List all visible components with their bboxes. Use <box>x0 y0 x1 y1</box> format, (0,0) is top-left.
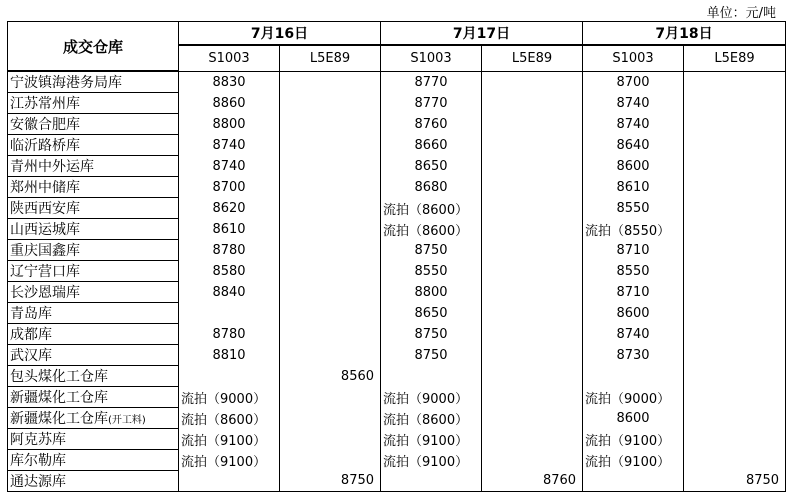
table-row <box>8 324 786 345</box>
price-cell: 流拍（9100） <box>381 429 482 450</box>
table-row <box>8 219 786 240</box>
table-row <box>8 387 786 408</box>
grade-header: S1003 <box>179 45 280 71</box>
price-cell <box>280 114 381 135</box>
warehouse-name <box>8 471 179 492</box>
warehouse-name-text: 郑州中储库 <box>10 180 80 196</box>
grade-header: L5E89 <box>684 45 786 71</box>
price-cell <box>381 366 482 387</box>
price-cell <box>583 366 684 387</box>
price-cell <box>684 261 786 282</box>
price-cell: 流拍（9100） <box>179 450 280 471</box>
price-cell: 流拍（9100） <box>583 450 684 471</box>
table-row <box>8 471 786 492</box>
price-cell: 8750 <box>280 471 381 492</box>
price-cell: 8550 <box>583 198 684 219</box>
warehouse-name-text: 山西运城库 <box>10 222 80 238</box>
price-cell <box>482 387 583 408</box>
price-cell <box>684 324 786 345</box>
table-row <box>8 114 786 135</box>
price-cell <box>684 93 786 114</box>
price-cell <box>684 387 786 408</box>
warehouse-name-text: 包头煤化工仓库 <box>10 369 108 385</box>
warehouse-name <box>8 71 179 93</box>
price-cell <box>280 240 381 261</box>
price-cell <box>482 345 583 366</box>
price-cell <box>280 71 381 93</box>
table-row <box>8 93 786 114</box>
price-cell: 8760 <box>482 471 583 492</box>
price-cell <box>280 450 381 471</box>
warehouse-name <box>8 303 179 324</box>
warehouse-name-text: 阿克苏库 <box>10 432 66 448</box>
warehouse-name-text: 辽宁营口库 <box>10 264 80 280</box>
price-cell <box>684 408 786 429</box>
table-row <box>8 261 786 282</box>
price-cell: 8770 <box>381 93 482 114</box>
price-cell <box>280 177 381 198</box>
price-cell <box>280 282 381 303</box>
price-cell: 8600 <box>583 156 684 177</box>
price-cell: 8600 <box>583 408 684 429</box>
price-cell: 8780 <box>179 240 280 261</box>
price-cell: 8610 <box>583 177 684 198</box>
table-row <box>8 156 786 177</box>
table-body <box>8 71 786 492</box>
price-cell: 8750 <box>381 345 482 366</box>
price-cell <box>482 324 583 345</box>
price-cell: 流拍（9000） <box>179 387 280 408</box>
price-cell <box>482 408 583 429</box>
price-cell: 流拍（8600） <box>179 408 280 429</box>
price-cell: 8740 <box>179 156 280 177</box>
warehouse-tag: (开工料) <box>108 415 146 426</box>
warehouse-name-text: 长沙恩瑞库 <box>10 285 80 301</box>
price-cell: 8840 <box>179 282 280 303</box>
price-cell: 8750 <box>381 324 482 345</box>
price-cell: 8680 <box>381 177 482 198</box>
table-row <box>8 450 786 471</box>
price-cell <box>482 240 583 261</box>
date-header: 7月16日 <box>179 22 381 46</box>
price-cell: 8700 <box>583 71 684 93</box>
price-cell: 8730 <box>583 345 684 366</box>
price-cell <box>280 135 381 156</box>
table-row <box>8 177 786 198</box>
price-cell: 8800 <box>381 282 482 303</box>
price-cell <box>482 282 583 303</box>
price-cell <box>482 93 583 114</box>
price-cell <box>684 114 786 135</box>
price-cell <box>280 408 381 429</box>
price-cell <box>684 450 786 471</box>
price-cell <box>280 387 381 408</box>
price-cell: 流拍（8600） <box>381 408 482 429</box>
warehouse-name-text: 通达源库 <box>10 474 66 490</box>
price-cell <box>482 177 583 198</box>
price-cell: 8650 <box>381 156 482 177</box>
price-cell: 流拍（9000） <box>583 387 684 408</box>
price-cell <box>179 366 280 387</box>
price-cell: 8810 <box>179 345 280 366</box>
warehouse-name-text: 新疆煤化工仓库 <box>10 390 108 406</box>
table-row <box>8 303 786 324</box>
price-cell: 流拍（9000） <box>381 387 482 408</box>
warehouse-name <box>8 324 179 345</box>
price-cell: 8610 <box>179 219 280 240</box>
price-cell: 8620 <box>179 198 280 219</box>
warehouse-name <box>8 135 179 156</box>
warehouse-name <box>8 177 179 198</box>
warehouse-name-text: 宁波镇海港务局库 <box>10 75 122 91</box>
warehouse-name <box>8 261 179 282</box>
price-cell: 8560 <box>280 366 381 387</box>
table-row <box>8 366 786 387</box>
grade-header: L5E89 <box>280 45 381 71</box>
price-cell: 8710 <box>583 282 684 303</box>
price-cell <box>280 261 381 282</box>
price-cell: 8830 <box>179 71 280 93</box>
price-cell: 流拍（8600） <box>381 198 482 219</box>
price-cell <box>684 303 786 324</box>
price-cell <box>684 219 786 240</box>
table-row <box>8 429 786 450</box>
warehouse-name <box>8 114 179 135</box>
price-cell <box>280 219 381 240</box>
warehouse-name-text: 重庆国鑫库 <box>10 243 80 259</box>
price-cell: 8780 <box>179 324 280 345</box>
warehouse-name-text: 库尔勒库 <box>10 453 66 469</box>
price-cell: 8760 <box>381 114 482 135</box>
warehouse-name-text: 临沂路桥库 <box>10 138 80 154</box>
auction-price-table <box>7 21 786 492</box>
price-cell: 8660 <box>381 135 482 156</box>
price-cell: 8740 <box>179 135 280 156</box>
price-cell <box>482 114 583 135</box>
warehouse-name <box>8 408 179 429</box>
price-cell: 8710 <box>583 240 684 261</box>
warehouse-name <box>8 345 179 366</box>
warehouse-name <box>8 387 179 408</box>
warehouse-name <box>8 156 179 177</box>
warehouse-name-text: 青岛库 <box>10 306 52 322</box>
warehouse-name-text: 武汉库 <box>10 348 52 364</box>
price-cell: 8640 <box>583 135 684 156</box>
warehouse-name-text: 成都库 <box>10 327 52 343</box>
price-cell <box>684 240 786 261</box>
price-cell <box>482 450 583 471</box>
price-cell <box>684 71 786 93</box>
price-cell: 8770 <box>381 71 482 93</box>
price-cell: 8800 <box>179 114 280 135</box>
price-cell: 8740 <box>583 324 684 345</box>
date-header: 7月18日 <box>583 22 786 46</box>
price-cell <box>381 471 482 492</box>
price-cell: 8860 <box>179 93 280 114</box>
warehouse-name-text: 新疆煤化工仓库 <box>10 411 108 427</box>
table-row <box>8 345 786 366</box>
price-cell <box>684 429 786 450</box>
price-cell: 8650 <box>381 303 482 324</box>
price-cell: 8750 <box>684 471 786 492</box>
table-row <box>8 198 786 219</box>
price-cell <box>482 429 583 450</box>
warehouse-name <box>8 366 179 387</box>
price-cell: 8700 <box>179 177 280 198</box>
price-cell: 8550 <box>583 261 684 282</box>
price-cell <box>684 366 786 387</box>
price-cell <box>482 156 583 177</box>
price-cell: 8550 <box>381 261 482 282</box>
warehouse-name-text: 江苏常州库 <box>10 96 80 112</box>
grade-header: L5E89 <box>482 45 583 71</box>
price-cell <box>280 303 381 324</box>
price-cell <box>684 282 786 303</box>
price-cell <box>684 177 786 198</box>
price-cell <box>280 198 381 219</box>
table-row <box>8 408 786 429</box>
warehouse-name <box>8 282 179 303</box>
price-cell: 8750 <box>381 240 482 261</box>
unit-label: 单位：元/吨 <box>706 6 776 21</box>
price-cell <box>684 135 786 156</box>
table-row <box>8 71 786 93</box>
price-cell <box>684 345 786 366</box>
price-cell <box>280 156 381 177</box>
price-cell <box>482 135 583 156</box>
warehouse-name <box>8 93 179 114</box>
price-cell: 8580 <box>179 261 280 282</box>
warehouse-name <box>8 450 179 471</box>
warehouse-name-text: 青州中外运库 <box>10 159 94 175</box>
price-cell <box>684 156 786 177</box>
price-cell <box>179 471 280 492</box>
price-cell <box>179 303 280 324</box>
price-cell <box>482 71 583 93</box>
price-cell: 8600 <box>583 303 684 324</box>
price-cell: 流拍（8600） <box>381 219 482 240</box>
price-cell <box>583 471 684 492</box>
price-cell: 流拍（9100） <box>583 429 684 450</box>
price-cell <box>482 261 583 282</box>
warehouse-name <box>8 429 179 450</box>
table-row <box>8 282 786 303</box>
date-header: 7月17日 <box>381 22 583 46</box>
price-cell: 流拍（9100） <box>381 450 482 471</box>
price-cell <box>482 198 583 219</box>
warehouse-name-text: 陕西西安库 <box>10 201 80 217</box>
price-cell: 8740 <box>583 114 684 135</box>
price-cell <box>280 93 381 114</box>
price-cell <box>482 303 583 324</box>
table-row <box>8 240 786 261</box>
warehouse-name-text: 安徽合肥库 <box>10 117 80 133</box>
table-row <box>8 135 786 156</box>
price-cell: 流拍（8550） <box>583 219 684 240</box>
warehouse-name <box>8 198 179 219</box>
price-cell <box>280 324 381 345</box>
warehouse-column-header: 成交仓库 <box>8 22 179 72</box>
grade-header: S1003 <box>583 45 684 71</box>
price-cell: 流拍（9100） <box>179 429 280 450</box>
price-cell <box>482 219 583 240</box>
price-cell: 8740 <box>583 93 684 114</box>
price-cell <box>280 345 381 366</box>
price-cell <box>482 366 583 387</box>
price-cell <box>280 429 381 450</box>
grade-header: S1003 <box>381 45 482 71</box>
warehouse-name <box>8 240 179 261</box>
price-cell <box>684 198 786 219</box>
warehouse-name <box>8 219 179 240</box>
